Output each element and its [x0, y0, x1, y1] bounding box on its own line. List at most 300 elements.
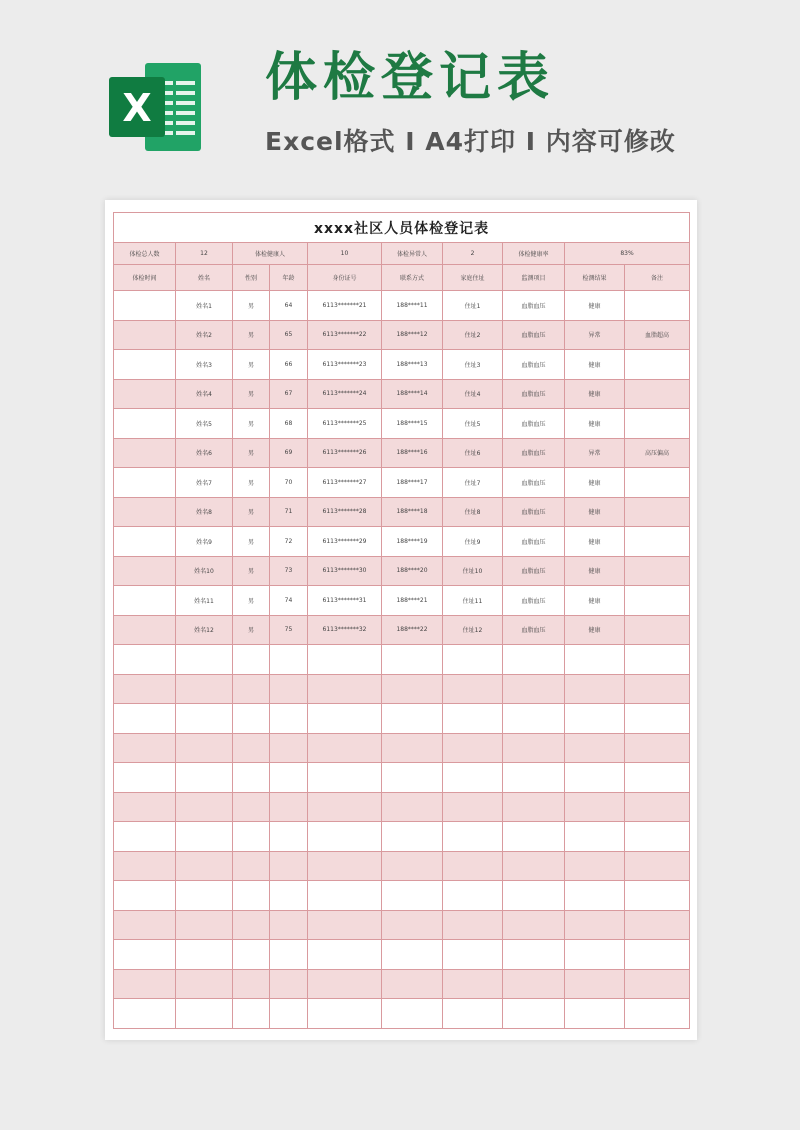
empty-row: [114, 881, 690, 911]
table-cell[interactable]: 异常: [565, 438, 625, 468]
empty-cell[interactable]: [176, 763, 233, 793]
empty-cell[interactable]: [443, 969, 503, 999]
table-row: [114, 291, 690, 321]
table-cell[interactable]: 男: [233, 468, 270, 498]
table-row: [114, 350, 690, 380]
empty-cell[interactable]: [443, 733, 503, 763]
table-cell[interactable]: 高压偏高: [625, 438, 690, 468]
table-cell[interactable]: 6113*******24: [308, 379, 382, 409]
empty-cell[interactable]: [308, 851, 382, 881]
empty-row: [114, 969, 690, 999]
table-cell[interactable]: 健康: [565, 350, 625, 380]
summary-abnormal-value[interactable]: 2: [443, 243, 503, 265]
empty-cell[interactable]: [176, 822, 233, 852]
empty-cell[interactable]: [503, 822, 565, 852]
table-cell[interactable]: 血脂血压: [503, 379, 565, 409]
empty-cell[interactable]: [565, 969, 625, 999]
table-cell[interactable]: [625, 379, 690, 409]
empty-cell[interactable]: [382, 999, 443, 1029]
empty-cell[interactable]: [565, 645, 625, 675]
empty-cell[interactable]: [308, 674, 382, 704]
empty-cell[interactable]: [565, 851, 625, 881]
table-cell[interactable]: 血脂血压: [503, 291, 565, 321]
empty-cell[interactable]: [443, 792, 503, 822]
empty-cell[interactable]: [565, 674, 625, 704]
table-row: [114, 320, 690, 350]
table-cell[interactable]: [114, 527, 176, 557]
empty-cell[interactable]: [503, 969, 565, 999]
empty-cell[interactable]: [382, 851, 443, 881]
empty-cell[interactable]: [114, 940, 176, 970]
table-cell[interactable]: [114, 586, 176, 616]
table-cell[interactable]: [114, 409, 176, 439]
empty-cell[interactable]: [114, 704, 176, 734]
column-header: 身份证号: [308, 265, 382, 291]
empty-cell[interactable]: [308, 940, 382, 970]
table-cell[interactable]: 69: [270, 438, 308, 468]
summary-healthy-value[interactable]: 10: [308, 243, 382, 265]
empty-row: [114, 645, 690, 675]
empty-cell[interactable]: [625, 792, 690, 822]
empty-cell[interactable]: [625, 645, 690, 675]
empty-cell[interactable]: [308, 910, 382, 940]
table-cell[interactable]: 姓名2: [176, 320, 233, 350]
table-cell[interactable]: 6113*******28: [308, 497, 382, 527]
empty-cell[interactable]: [308, 999, 382, 1029]
empty-cell[interactable]: [233, 645, 270, 675]
empty-cell[interactable]: [176, 851, 233, 881]
table-cell[interactable]: 健康: [565, 379, 625, 409]
empty-cell[interactable]: [308, 763, 382, 793]
table-cell[interactable]: 65: [270, 320, 308, 350]
table-cell[interactable]: 血脂血压: [503, 586, 565, 616]
page-header: [0, 0, 800, 200]
table-cell[interactable]: 健康: [565, 468, 625, 498]
table-cell[interactable]: [625, 468, 690, 498]
empty-cell[interactable]: [382, 940, 443, 970]
empty-cell[interactable]: [233, 910, 270, 940]
empty-cell[interactable]: [233, 999, 270, 1029]
table-cell[interactable]: 72: [270, 527, 308, 557]
empty-cell[interactable]: [308, 792, 382, 822]
empty-cell[interactable]: [270, 910, 308, 940]
table-cell[interactable]: 男: [233, 586, 270, 616]
empty-row: [114, 999, 690, 1029]
table-cell[interactable]: 住址6: [443, 438, 503, 468]
table-cell[interactable]: 健康: [565, 409, 625, 439]
table-cell[interactable]: 健康: [565, 291, 625, 321]
empty-cell[interactable]: [565, 763, 625, 793]
empty-cell[interactable]: [443, 763, 503, 793]
table-row: [114, 438, 690, 468]
empty-cell[interactable]: [176, 792, 233, 822]
empty-cell[interactable]: [270, 645, 308, 675]
empty-cell[interactable]: [625, 674, 690, 704]
empty-cell[interactable]: [565, 792, 625, 822]
table-cell[interactable]: 188****20: [382, 556, 443, 586]
column-header-row: [114, 265, 690, 291]
empty-cell[interactable]: [270, 822, 308, 852]
table-cell[interactable]: 血脂血压: [503, 527, 565, 557]
table-cell[interactable]: 6113*******25: [308, 409, 382, 439]
table-cell[interactable]: 188****12: [382, 320, 443, 350]
table-cell[interactable]: 64: [270, 291, 308, 321]
empty-cell[interactable]: [503, 763, 565, 793]
table-cell[interactable]: 6113*******27: [308, 468, 382, 498]
table-cell[interactable]: 男: [233, 291, 270, 321]
table-cell[interactable]: 188****18: [382, 497, 443, 527]
empty-cell[interactable]: [308, 645, 382, 675]
empty-cell[interactable]: [443, 851, 503, 881]
column-header: 联系方式: [382, 265, 443, 291]
table-cell[interactable]: 66: [270, 350, 308, 380]
table-cell[interactable]: 住址3: [443, 350, 503, 380]
empty-cell[interactable]: [114, 910, 176, 940]
table-cell[interactable]: 健康: [565, 527, 625, 557]
summary-rate-label: 体检健康率: [503, 243, 565, 265]
table-cell[interactable]: 住址1: [443, 291, 503, 321]
empty-cell[interactable]: [114, 674, 176, 704]
empty-cell[interactable]: [233, 969, 270, 999]
empty-cell[interactable]: [176, 999, 233, 1029]
empty-cell[interactable]: [503, 674, 565, 704]
empty-row: [114, 704, 690, 734]
empty-cell[interactable]: [176, 704, 233, 734]
table-cell[interactable]: 血脂超高: [625, 320, 690, 350]
table-cell[interactable]: 姓名6: [176, 438, 233, 468]
table-cell[interactable]: 188****22: [382, 615, 443, 645]
column-header: 检测结果: [565, 265, 625, 291]
table-cell[interactable]: 住址12: [443, 615, 503, 645]
empty-cell[interactable]: [233, 792, 270, 822]
table-cell[interactable]: [114, 468, 176, 498]
empty-row: [114, 792, 690, 822]
table-cell[interactable]: 男: [233, 320, 270, 350]
table-cell[interactable]: 男: [233, 497, 270, 527]
table-cell[interactable]: 188****13: [382, 350, 443, 380]
table-cell[interactable]: [114, 438, 176, 468]
summary-total-label: 体检总人数: [114, 243, 176, 265]
empty-cell[interactable]: [270, 792, 308, 822]
empty-cell[interactable]: [270, 704, 308, 734]
empty-cell[interactable]: [308, 969, 382, 999]
table-cell[interactable]: 188****19: [382, 527, 443, 557]
table-row: [114, 379, 690, 409]
empty-cell[interactable]: [443, 881, 503, 911]
table-cell[interactable]: [114, 291, 176, 321]
empty-cell[interactable]: [114, 999, 176, 1029]
empty-cell[interactable]: [114, 881, 176, 911]
empty-row: [114, 910, 690, 940]
table-cell[interactable]: 血脂血压: [503, 556, 565, 586]
table-cell[interactable]: 血脂血压: [503, 615, 565, 645]
table-cell[interactable]: 6113*******22: [308, 320, 382, 350]
table-cell[interactable]: [625, 556, 690, 586]
table-row: [114, 409, 690, 439]
summary-abnormal-label: 体检异常人: [382, 243, 443, 265]
table-cell[interactable]: [114, 615, 176, 645]
empty-cell[interactable]: [565, 910, 625, 940]
table-cell[interactable]: 姓名3: [176, 350, 233, 380]
table-cell[interactable]: 71: [270, 497, 308, 527]
empty-cell[interactable]: [176, 969, 233, 999]
table-cell[interactable]: 健康: [565, 586, 625, 616]
empty-cell[interactable]: [382, 674, 443, 704]
table-cell[interactable]: 6113*******30: [308, 556, 382, 586]
empty-cell[interactable]: [565, 822, 625, 852]
table-cell[interactable]: 70: [270, 468, 308, 498]
empty-cell[interactable]: [382, 733, 443, 763]
empty-cell[interactable]: [625, 940, 690, 970]
empty-cell[interactable]: [565, 881, 625, 911]
empty-cell[interactable]: [114, 733, 176, 763]
empty-cell[interactable]: [565, 999, 625, 1029]
summary-row: [114, 243, 690, 265]
empty-cell[interactable]: [270, 940, 308, 970]
empty-cell[interactable]: [503, 940, 565, 970]
table-cell[interactable]: 男: [233, 438, 270, 468]
sheet-title: xxxx社区人员体检登记表: [114, 213, 690, 243]
empty-cell[interactable]: [114, 763, 176, 793]
table-cell[interactable]: 6113*******32: [308, 615, 382, 645]
registration-table: [113, 212, 690, 1029]
table-cell[interactable]: 健康: [565, 497, 625, 527]
table-cell[interactable]: 健康: [565, 556, 625, 586]
table-cell[interactable]: 男: [233, 409, 270, 439]
empty-cell[interactable]: [114, 969, 176, 999]
summary-rate-value[interactable]: 83%: [565, 243, 690, 265]
table-cell[interactable]: 健康: [565, 615, 625, 645]
table-cell[interactable]: [114, 556, 176, 586]
table-cell[interactable]: 血脂血压: [503, 350, 565, 380]
empty-cell[interactable]: [565, 733, 625, 763]
empty-row: [114, 733, 690, 763]
logo-letter: X: [122, 86, 152, 130]
empty-cell[interactable]: [176, 910, 233, 940]
table-cell[interactable]: 住址5: [443, 409, 503, 439]
empty-cell[interactable]: [308, 733, 382, 763]
empty-cell[interactable]: [382, 763, 443, 793]
empty-cell[interactable]: [308, 704, 382, 734]
empty-cell[interactable]: [114, 822, 176, 852]
empty-cell[interactable]: [382, 822, 443, 852]
table-cell[interactable]: 住址10: [443, 556, 503, 586]
table-cell[interactable]: 姓名8: [176, 497, 233, 527]
table-cell[interactable]: 男: [233, 379, 270, 409]
table-row: [114, 527, 690, 557]
table-cell[interactable]: 6113*******29: [308, 527, 382, 557]
empty-cell[interactable]: [503, 704, 565, 734]
empty-cell[interactable]: [270, 763, 308, 793]
empty-cell[interactable]: [270, 733, 308, 763]
empty-cell[interactable]: [114, 645, 176, 675]
registration-sheet: [105, 200, 697, 1040]
table-row: [114, 586, 690, 616]
empty-cell[interactable]: [565, 704, 625, 734]
table-cell[interactable]: 住址7: [443, 468, 503, 498]
empty-cell[interactable]: [503, 851, 565, 881]
table-cell[interactable]: [625, 615, 690, 645]
empty-cell[interactable]: [625, 704, 690, 734]
table-cell[interactable]: 姓名7: [176, 468, 233, 498]
empty-cell[interactable]: [443, 999, 503, 1029]
table-cell[interactable]: 姓名1: [176, 291, 233, 321]
table-cell[interactable]: 姓名10: [176, 556, 233, 586]
table-cell[interactable]: 姓名11: [176, 586, 233, 616]
empty-cell[interactable]: [443, 645, 503, 675]
table-cell[interactable]: [625, 409, 690, 439]
empty-cell[interactable]: [233, 704, 270, 734]
empty-cell[interactable]: [233, 733, 270, 763]
empty-cell[interactable]: [625, 763, 690, 793]
empty-cell[interactable]: [625, 910, 690, 940]
table-cell[interactable]: 188****16: [382, 438, 443, 468]
empty-cell[interactable]: [176, 674, 233, 704]
table-cell[interactable]: 男: [233, 615, 270, 645]
table-cell[interactable]: [625, 586, 690, 616]
empty-row: [114, 822, 690, 852]
table-cell[interactable]: 姓名12: [176, 615, 233, 645]
table-cell[interactable]: 6113*******26: [308, 438, 382, 468]
table-cell[interactable]: 姓名5: [176, 409, 233, 439]
table-cell[interactable]: 188****11: [382, 291, 443, 321]
table-cell[interactable]: 血脂血压: [503, 468, 565, 498]
empty-cell[interactable]: [382, 969, 443, 999]
empty-cell[interactable]: [443, 910, 503, 940]
empty-cell[interactable]: [233, 851, 270, 881]
empty-cell[interactable]: [176, 733, 233, 763]
empty-cell[interactable]: [503, 733, 565, 763]
empty-cell[interactable]: [270, 881, 308, 911]
empty-cell[interactable]: [625, 881, 690, 911]
empty-cell[interactable]: [625, 822, 690, 852]
table-cell[interactable]: 188****14: [382, 379, 443, 409]
excel-logo-icon: [105, 57, 205, 157]
empty-cell[interactable]: [443, 704, 503, 734]
empty-row: [114, 940, 690, 970]
table-cell[interactable]: 74: [270, 586, 308, 616]
empty-cell[interactable]: [443, 674, 503, 704]
empty-cell[interactable]: [382, 704, 443, 734]
empty-cell[interactable]: [382, 792, 443, 822]
empty-cell[interactable]: [233, 940, 270, 970]
table-cell[interactable]: 住址4: [443, 379, 503, 409]
empty-cell[interactable]: [233, 822, 270, 852]
table-cell[interactable]: 男: [233, 527, 270, 557]
table-cell[interactable]: 67: [270, 379, 308, 409]
empty-cell[interactable]: [503, 910, 565, 940]
empty-cell[interactable]: [233, 674, 270, 704]
table-row: [114, 615, 690, 645]
column-header: 姓名: [176, 265, 233, 291]
empty-cell[interactable]: [625, 733, 690, 763]
empty-cell[interactable]: [503, 881, 565, 911]
table-cell[interactable]: 姓名4: [176, 379, 233, 409]
empty-cell[interactable]: [443, 940, 503, 970]
empty-cell[interactable]: [625, 851, 690, 881]
table-cell[interactable]: [114, 320, 176, 350]
empty-cell[interactable]: [176, 881, 233, 911]
empty-cell[interactable]: [382, 881, 443, 911]
table-cell[interactable]: 68: [270, 409, 308, 439]
table-cell[interactable]: 住址8: [443, 497, 503, 527]
table-cell[interactable]: 73: [270, 556, 308, 586]
table-cell[interactable]: [625, 291, 690, 321]
table-cell[interactable]: 血脂血压: [503, 409, 565, 439]
column-header: 性别: [233, 265, 270, 291]
table-cell[interactable]: 住址2: [443, 320, 503, 350]
table-cell[interactable]: 188****21: [382, 586, 443, 616]
empty-cell[interactable]: [382, 910, 443, 940]
column-header: 监测项目: [503, 265, 565, 291]
empty-cell[interactable]: [308, 822, 382, 852]
empty-cell[interactable]: [233, 763, 270, 793]
table-cell[interactable]: [114, 350, 176, 380]
empty-cell[interactable]: [176, 645, 233, 675]
empty-cell[interactable]: [270, 999, 308, 1029]
empty-cell[interactable]: [503, 999, 565, 1029]
empty-cell[interactable]: [233, 881, 270, 911]
table-cell[interactable]: 血脂血压: [503, 497, 565, 527]
table-cell[interactable]: [625, 350, 690, 380]
table-cell[interactable]: [114, 379, 176, 409]
column-header: 备注: [625, 265, 690, 291]
table-cell[interactable]: 异常: [565, 320, 625, 350]
empty-row: [114, 851, 690, 881]
empty-cell[interactable]: [565, 940, 625, 970]
table-cell[interactable]: [114, 497, 176, 527]
column-header: 家庭住址: [443, 265, 503, 291]
page-title: 体检登记表: [265, 48, 556, 108]
table-cell[interactable]: 6113*******21: [308, 291, 382, 321]
empty-cell[interactable]: [503, 645, 565, 675]
empty-cell[interactable]: [114, 851, 176, 881]
table-row: [114, 468, 690, 498]
table-cell[interactable]: 188****15: [382, 409, 443, 439]
column-header: 体检时间: [114, 265, 176, 291]
empty-cell[interactable]: [114, 792, 176, 822]
table-cell[interactable]: 血脂血压: [503, 320, 565, 350]
table-cell[interactable]: 男: [233, 556, 270, 586]
empty-cell[interactable]: [443, 822, 503, 852]
summary-total-value[interactable]: 12: [176, 243, 233, 265]
empty-row: [114, 763, 690, 793]
table-cell[interactable]: [625, 527, 690, 557]
table-cell[interactable]: 姓名9: [176, 527, 233, 557]
table-row: [114, 497, 690, 527]
page-subtitle: Excel格式 I A4打印 I 内容可修改: [265, 127, 676, 156]
table-cell[interactable]: 6113*******23: [308, 350, 382, 380]
table-cell[interactable]: 男: [233, 350, 270, 380]
empty-cell[interactable]: [308, 881, 382, 911]
empty-cell[interactable]: [382, 645, 443, 675]
table-cell[interactable]: 6113*******31: [308, 586, 382, 616]
empty-cell[interactable]: [270, 674, 308, 704]
table-cell[interactable]: 住址9: [443, 527, 503, 557]
table-cell[interactable]: 75: [270, 615, 308, 645]
table-cell[interactable]: 188****17: [382, 468, 443, 498]
empty-cell[interactable]: [270, 969, 308, 999]
empty-cell[interactable]: [270, 851, 308, 881]
table-cell[interactable]: 血脂血压: [503, 438, 565, 468]
column-header: 年龄: [270, 265, 308, 291]
empty-cell[interactable]: [625, 999, 690, 1029]
empty-cell[interactable]: [176, 940, 233, 970]
empty-cell[interactable]: [625, 969, 690, 999]
empty-cell[interactable]: [503, 792, 565, 822]
table-cell[interactable]: [625, 497, 690, 527]
table-cell[interactable]: 住址11: [443, 586, 503, 616]
